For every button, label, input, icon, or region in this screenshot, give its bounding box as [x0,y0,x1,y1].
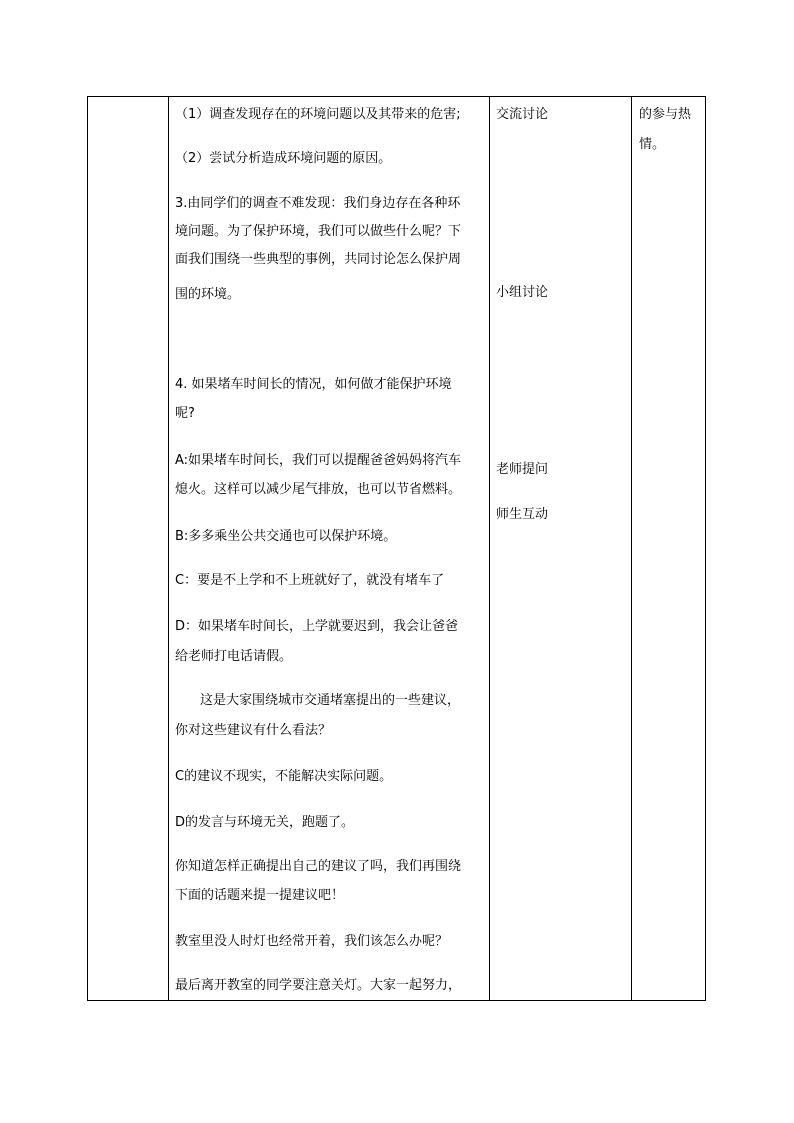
content-cell [169,97,489,1000]
content-line: C：要是不上学和不上班就好了，就没有堵车了 [175,573,445,588]
content-line: A:如果堵车时间长，我们可以提醒爸爸妈妈将汽车 [175,453,462,468]
content-line: 4. 如果堵车时间长的情况，如何做才能保护环境 [175,377,452,392]
content-line: 围的环境。 [175,287,241,302]
content-line: 教室里没人时灯也经常开着，我们该怎么办呢？ [175,934,449,949]
content-line: 境问题。为了保护环境，我们可以做些什么呢？下 [175,224,462,239]
activity-label: 师生互动 [496,507,549,522]
note-line: 的参与热 [639,107,692,122]
content-line: 最后离开教室的同学要注意关灯。大家一起努力， [175,978,462,993]
content-line: （2）尝试分析造成环境问题的原因。 [175,151,392,166]
content-line: 3.由同学们的调查不难发现：我们身边存在各种环 [175,196,461,211]
notes-cell [632,97,706,1000]
content-line: D：如果堵车时间长，上学就要迟到，我会让爸爸 [175,619,459,634]
activity-label: 小组讨论 [496,285,549,300]
lesson-table [87,96,706,1001]
content-line: 你知道怎样正确提出自己的建议了吗，我们再围绕 [175,859,462,874]
activity-cell [490,97,631,1000]
note-line: 情。 [639,137,666,152]
content-line: D的发言与环境无关，跑题了。 [175,815,355,830]
content-line: 呢? [175,406,195,421]
content-line: 下面的话题来提一提建议吧！ [175,888,345,903]
activity-label: 交流讨论 [496,107,549,122]
content-line: 面我们围绕一些典型的事例，共同讨论怎么保护周 [175,252,462,267]
content-line: （1）调查发现存在的环境问题以及其带来的危害; [175,107,461,122]
blank-cell [88,97,168,1000]
content-line: C的建议不现实，不能解决实际问题。 [175,769,393,784]
content-line: 熄火。这样可以减少尾气排放，也可以节省燃料。 [175,482,462,497]
content-line: 你对这些建议有什么看法？ [175,723,332,738]
activity-label: 老师提问 [496,462,549,477]
content-line: 这是大家围绕城市交通堵塞提出的一些建议， [200,693,461,708]
content-line: B:多多乘坐公共交通也可以保护环境。 [175,529,397,544]
content-line: 给老师打电话请假。 [175,649,293,664]
